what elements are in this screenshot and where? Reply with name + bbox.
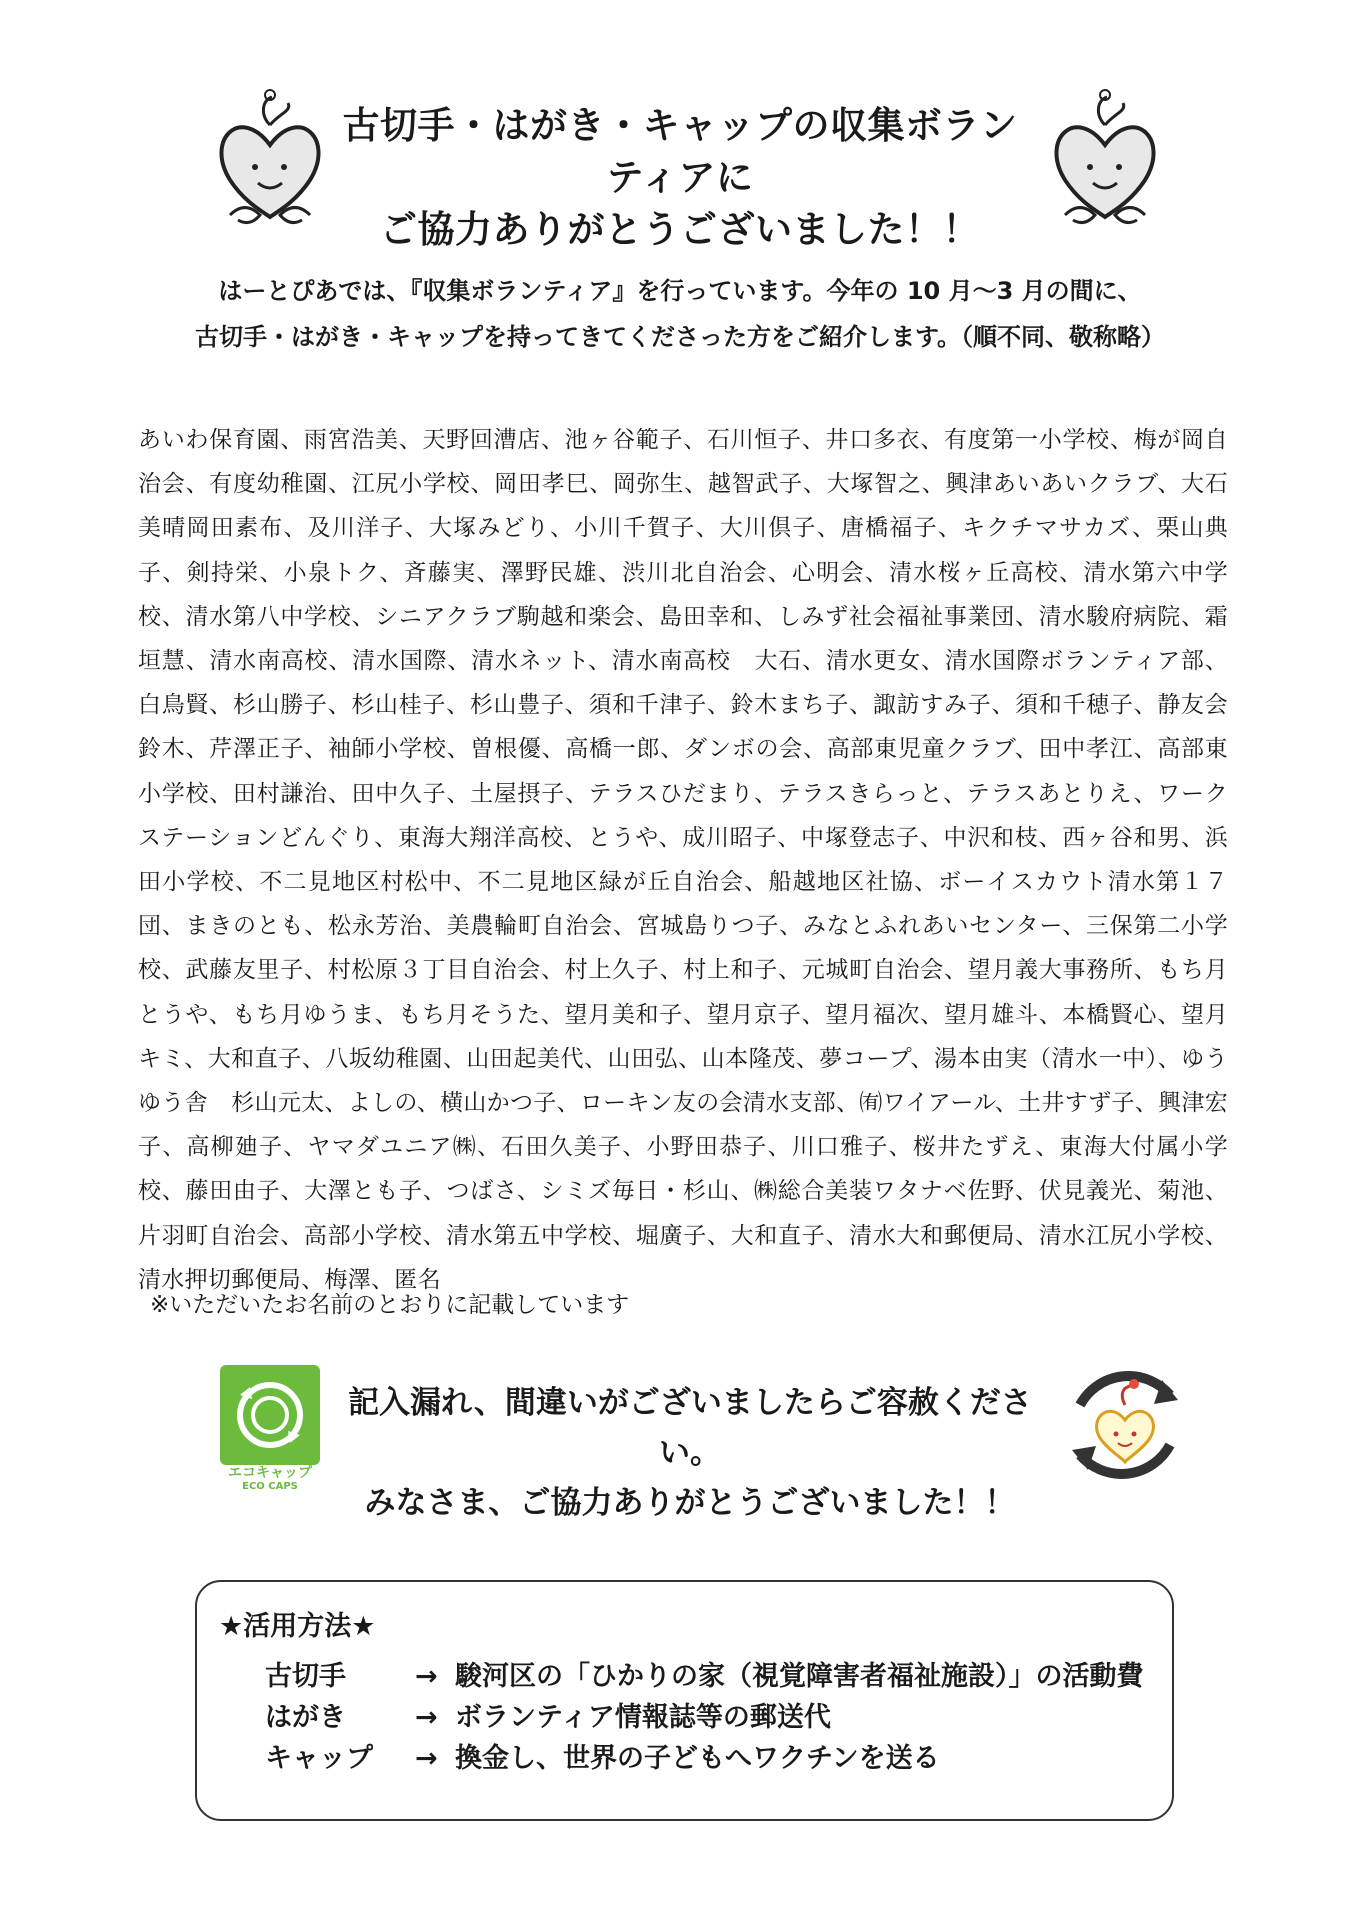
- usage-row: [265, 1736, 940, 1775]
- recycle-arrows-icon: [1050, 1350, 1200, 1500]
- page-title: [330, 100, 1030, 256]
- usage-title: ★活用方法★: [219, 1611, 376, 1642]
- intro-text: [180, 268, 1180, 360]
- contributor-names: あいわ保育園、雨宮浩美、天野回漕店、池ヶ谷範子、石川恒子、井口多衣、有度第一小学校、梅が岡自治会、有度幼稚園、江尻小学校、岡田孝巳、岡弥生、越智武子、大塚智之、興津あいあいクラブ、大石美晴岡田素布、及川洋子、大塚みどり、小川千賀子、大川倶子、唐橋福子、キクチマサカズ、栗山典子、剣持栄、小泉トク、斉藤実、澤野民雄、渋川北自治会、心明会、清水桜ヶ丘高校、清水第六中学校、清水第八中学校、シニアクラブ駒越和楽会、島田幸和、しみず社会福祉事業団、清水駿府病院、霜垣慧、清水南高校、清水国際、清水ネット、清水南高校 大石、清水更女、清水国際ボランティア部、白鳥賢、杉山勝子、杉山桂子、杉山豊子、須和千津子、鈴木まち子、諏訪すみ子、須和千穂子、静友会 鈴木、芹澤正子、袖師小学校、曽根優、高橋一郎、ダンボの会、高部東児童クラブ、田中孝江、高部東小学校、田村謙治、田中久子、土屋摂子、テラスひだまり、テラスきらっと、テラスあとりえ、ワークステーションどんぐり、東海大翔洋高校、とうや、成川昭子、中塚登志子、中沢和枝、西ヶ谷和男、浜田小学校、不二見地区村松中、不二見地区緑が丘自治会、船越地区社協、ボーイスカウト清水第１７団、まきのとも、松永芳治、美農輪町自治会、宮城島りつ子、みなとふれあいセンター、三保第二小学校、武藤友里子、村松原３丁目自治会、村上久子、村上和子、元城町自治会、望月義大事務所、もち月とうや、もち月ゆうま、もち月そうた、望月美和子、望月京子、望月福次、望月雄斗、本橋賢心、望月キミ、大和直子、八坂幼稚園、山田起美代、山田弘、山本隆茂、夢コープ、湯本由実（清水一中）、ゆうゆう舎 杉山元太、よしの、横山かつ子、ローキン友の会清水支部、㈲ワイアール、土井すず子、興津宏子、高柳廸子、ヤマダユニア㈱、石田久美子、小野田恭子、川口雅子、桜井たずえ、東海大付属小学校、藤田由子、大澤とも子、つばさ、シミズ毎日・杉山、㈱総合美装ワタナベ佐野、伏見義光、菊池、片羽町自治会、高部小学校、清水第五中学校、堀廣子、大和直子、清水大和郵便局、清水江尻小学校、清水押切郵便局、梅澤、匿名: [138, 427, 1252, 1293]
- heart-mascot-icon: [1035, 85, 1175, 235]
- intro-line-1: はーとぴあでは、『収集ボランティア』を行っています。今年の 10 月～3 月の間に、: [218, 277, 1142, 305]
- eco-cap-icon: [220, 1365, 320, 1465]
- usage-item: はがき: [265, 1702, 346, 1733]
- usage-row: [265, 1654, 1144, 1693]
- usage-row: [265, 1695, 831, 1734]
- usage-desc: 駿河区の「ひかりの家（視覚障害者福祉施設）」の活動費: [455, 1661, 1144, 1692]
- usage-desc: 換金し、世界の子どもへワクチンを送る: [455, 1743, 940, 1774]
- arrow-right-icon: →: [415, 1702, 438, 1733]
- usage-item: 古切手: [265, 1661, 346, 1692]
- title-line-2: ご協力ありがとうございました！！: [380, 208, 980, 251]
- names-note: ※いただいたお名前のとおりに記載しています: [150, 1292, 630, 1318]
- eco-cap-sub-label: ECO CAPS: [242, 1481, 298, 1492]
- arrow-right-icon: →: [415, 1743, 438, 1774]
- eco-cap-logo: [220, 1365, 320, 1495]
- intro-line-2: 古切手・はがき・キャップを持ってきてくださった方をご紹介します。（順不同、敬称略）: [194, 323, 1166, 351]
- closing-message: [340, 1378, 1040, 1528]
- arrow-right-icon: →: [415, 1661, 438, 1692]
- closing-line-2: みなさま、ご協力ありがとうございました！！: [364, 1485, 1016, 1521]
- usage-box: [195, 1580, 1174, 1821]
- usage-desc: ボランティア情報誌等の郵送代: [455, 1702, 831, 1733]
- closing-line-1: 記入漏れ、間違いがございましたらご容赦ください。: [348, 1385, 1032, 1471]
- usage-item: キャップ: [265, 1743, 373, 1774]
- eco-cap-label: エコキャップ: [228, 1465, 312, 1481]
- heart-mascot-icon: [200, 85, 340, 235]
- title-line-1: 古切手・はがき・キャップの収集ボランティアに: [342, 104, 1018, 199]
